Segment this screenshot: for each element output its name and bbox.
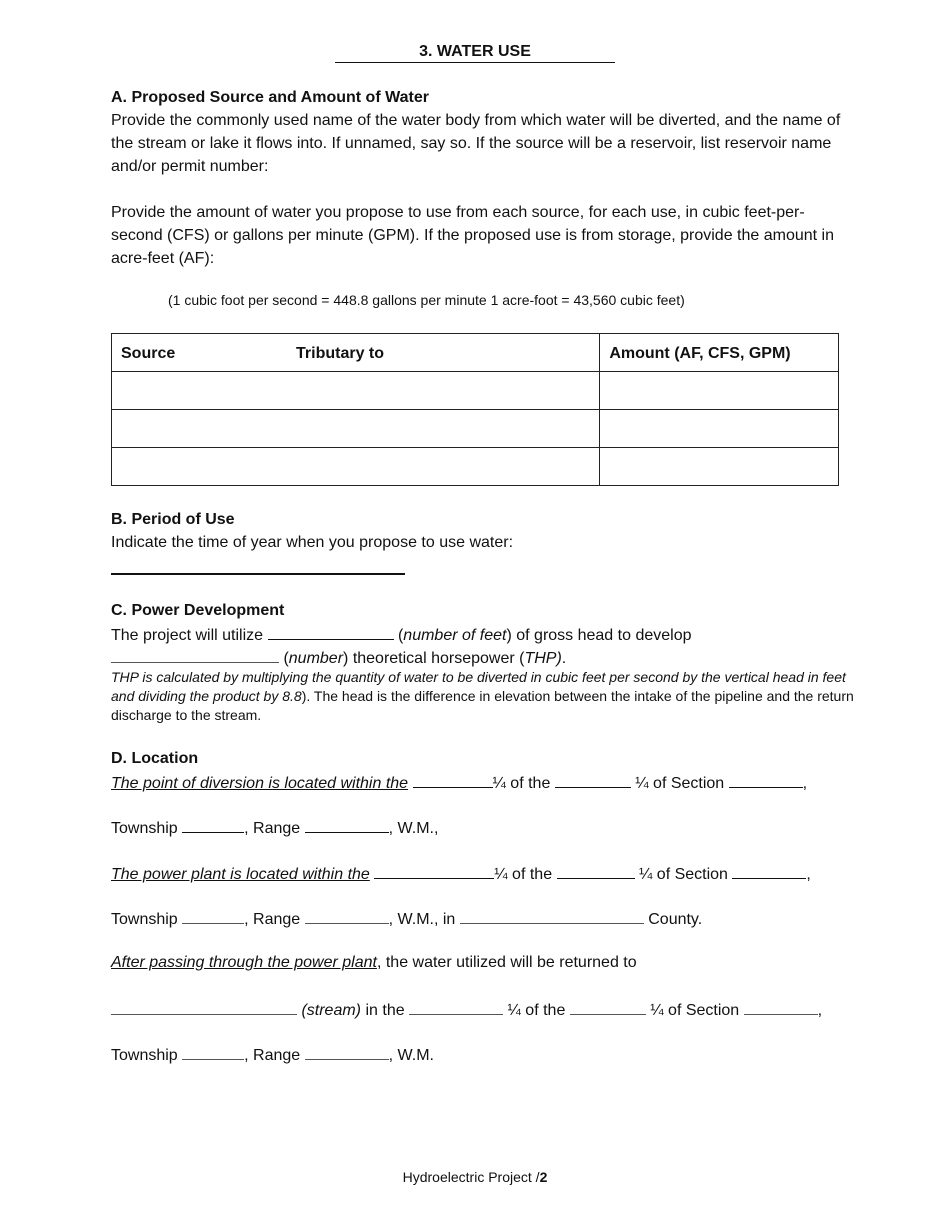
diversion-range-blank[interactable] bbox=[305, 818, 389, 833]
plant-range-blank[interactable] bbox=[305, 909, 389, 924]
amount-cell[interactable] bbox=[600, 410, 839, 448]
diversion-line bbox=[111, 773, 807, 793]
table-header-source-tributary bbox=[112, 334, 600, 372]
col-header-amount-cell bbox=[600, 334, 839, 372]
head-text-c: of gross head to develop bbox=[516, 627, 692, 644]
diversion-township-line bbox=[111, 818, 438, 838]
diversion-quarter-blank[interactable] bbox=[413, 773, 493, 788]
source-cell[interactable] bbox=[112, 372, 600, 410]
after-passing-rest: , the water utilized will be returned to bbox=[376, 954, 637, 971]
section-b-heading: B. Period of Use bbox=[111, 511, 235, 528]
section-c-heading: C. Power Development bbox=[111, 602, 285, 619]
quarter-of-the-text: ¼ of the bbox=[507, 1002, 566, 1019]
page-title: 3. WATER USE bbox=[335, 43, 615, 63]
head-text-a: The project will utilize bbox=[111, 627, 264, 644]
section-a-heading: A. Proposed Source and Amount of Water bbox=[111, 89, 429, 106]
source-cell[interactable] bbox=[112, 410, 600, 448]
thp-label: THP) bbox=[524, 650, 562, 667]
amount-cell[interactable] bbox=[600, 372, 839, 410]
table-row bbox=[112, 448, 839, 486]
range-label: , Range bbox=[244, 911, 301, 928]
hp-text: theoretical horsepower ( bbox=[352, 650, 525, 667]
range-label: , Range bbox=[244, 820, 301, 837]
section-a-amount-instructions: Provide the amount of water you propose to use from each source, for each use, in cubic feet-per-second (CFS) or gallons per minute (GPM). If the proposed use is from storage, provide the amount in acre-feet (AF): bbox=[111, 204, 834, 267]
hp-period: . bbox=[561, 650, 567, 667]
after-passing-label: After passing through the power plant bbox=[111, 954, 377, 971]
return-line bbox=[111, 954, 637, 972]
wm-in-label: , W.M., in bbox=[388, 911, 456, 928]
thp-note-rest: ). The head is the difference in elevation between the intake of the pipeline and the return discharge to the stream. bbox=[111, 688, 854, 723]
wm-end-label: , W.M. bbox=[388, 1047, 434, 1064]
number-label: number bbox=[288, 650, 344, 667]
thp-note-italic: THP is calculated by multiplying the quantity of water to be diverted in cubic feet per second by the vertical head in feet and dividing the product by 8.8 bbox=[111, 669, 846, 704]
number-of-feet-label: number of feet bbox=[403, 627, 507, 644]
source-cell[interactable] bbox=[112, 448, 600, 486]
col-header-amount: Amount (AF, CFS, GPM) bbox=[609, 345, 791, 362]
return-township-line bbox=[111, 1045, 434, 1065]
head-line: The project will utilize (number of feet) of gross head to develop bbox=[111, 627, 692, 644]
point-of-diversion-label: The point of diversion is located within the bbox=[111, 775, 409, 792]
source-table bbox=[111, 333, 839, 486]
table-row bbox=[112, 410, 839, 448]
township-label: Township bbox=[111, 911, 178, 928]
period-of-use-prompt: Indicate the time of year when you propose to use water: bbox=[111, 534, 514, 551]
comma: , bbox=[817, 1002, 823, 1019]
col-header-source: Source bbox=[121, 345, 176, 362]
return-stream-line bbox=[111, 1000, 822, 1020]
table-row bbox=[112, 372, 839, 410]
return-quarter2-blank[interactable] bbox=[570, 1000, 646, 1015]
gross-head-blank[interactable] bbox=[268, 625, 394, 640]
section-d-heading: D. Location bbox=[111, 750, 199, 767]
power-plant-label: The power plant is located within the bbox=[111, 866, 370, 883]
comma: , bbox=[806, 866, 811, 883]
page-footer bbox=[0, 1169, 950, 1185]
diversion-quarter2-blank[interactable] bbox=[555, 773, 631, 788]
quarter-of-the-text: ¼ of the bbox=[494, 866, 553, 883]
footer-text: Hydroelectric Project / bbox=[402, 1169, 540, 1185]
plant-quarter-blank[interactable] bbox=[374, 864, 494, 879]
stream-label: (stream) bbox=[301, 1002, 362, 1019]
plant-quarter2-blank[interactable] bbox=[557, 864, 635, 879]
diversion-section-blank[interactable] bbox=[729, 773, 803, 788]
footer-page-number: 2 bbox=[539, 1169, 548, 1185]
amount-cell[interactable] bbox=[600, 448, 839, 486]
horsepower-blank[interactable] bbox=[111, 648, 279, 663]
plant-section-blank[interactable] bbox=[732, 864, 806, 879]
period-of-use-blank[interactable] bbox=[111, 573, 405, 575]
plant-township-line bbox=[111, 909, 702, 929]
plant-township-blank[interactable] bbox=[182, 909, 244, 924]
thp-note bbox=[111, 668, 856, 725]
wm-label: , W.M., bbox=[388, 820, 439, 837]
county-label: County. bbox=[648, 911, 703, 928]
table-header-row bbox=[112, 334, 839, 372]
return-range-blank[interactable] bbox=[305, 1045, 389, 1060]
col-header-tributary: Tributary to bbox=[296, 345, 385, 362]
return-stream-blank[interactable] bbox=[111, 1000, 297, 1015]
township-label: Township bbox=[111, 1047, 178, 1064]
horsepower-line: (number) theoretical horsepower (THP). bbox=[111, 648, 566, 668]
comma: , bbox=[802, 775, 808, 792]
quarter-of-section-text: ¼ of Section bbox=[650, 1002, 740, 1019]
power-plant-line bbox=[111, 864, 811, 884]
range-label: , Range bbox=[244, 1047, 301, 1064]
return-township-blank[interactable] bbox=[182, 1045, 244, 1060]
quarter-of-section-text: ¼ of Section bbox=[639, 866, 728, 883]
quarter-of-the-text: ¼ of the bbox=[492, 775, 551, 792]
return-section-blank[interactable] bbox=[744, 1000, 818, 1015]
section-a-instructions: Provide the commonly used name of the water body from which water will be diverted, and the name of the stream or lake it flows into. If unnamed, say so. If the source will be a reservoir, list reservoir name and/or permit number: bbox=[111, 112, 841, 175]
conversion-note: (1 cubic foot per second = 448.8 gallons per minute 1 acre-foot = 43,560 cubic feet) bbox=[168, 292, 685, 308]
return-quarter-blank[interactable] bbox=[409, 1000, 503, 1015]
diversion-township-blank[interactable] bbox=[182, 818, 244, 833]
quarter-of-section-text: ¼ of Section bbox=[635, 775, 725, 792]
township-label: Township bbox=[111, 820, 178, 837]
in-the-label: in the bbox=[365, 1002, 405, 1019]
plant-county-blank[interactable] bbox=[460, 909, 644, 924]
